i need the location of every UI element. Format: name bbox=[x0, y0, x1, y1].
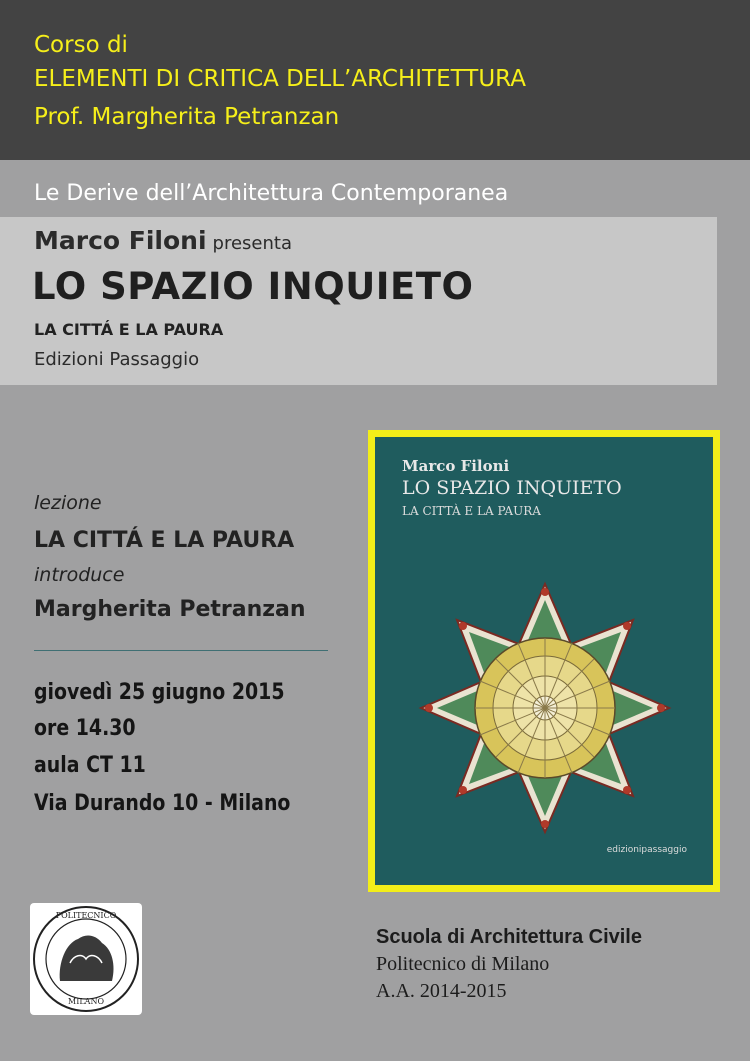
politecnico-seal bbox=[30, 903, 142, 1015]
cover-title: LO SPAZIO INQUIETO bbox=[402, 477, 622, 499]
event-date: giovedì 25 giugno 2015 bbox=[34, 680, 285, 705]
city-plan-illustration bbox=[414, 577, 676, 839]
intro-label: introduce bbox=[34, 564, 125, 586]
presenter-name: Marco Filoni bbox=[34, 226, 207, 255]
cover-subtitle: LA CITTÀ E LA PAURA bbox=[402, 504, 541, 518]
cover-publisher-mark: edizionipassaggio bbox=[606, 845, 687, 855]
cover-author: Marco Filoni bbox=[402, 457, 510, 475]
presenter-line bbox=[34, 226, 292, 255]
book-subtitle: LA CITTÁ E LA PAURA bbox=[34, 320, 224, 339]
series-title: Le Derive dell’Architettura Contemporanea bbox=[34, 181, 509, 206]
lecture-label: lezione bbox=[34, 492, 102, 514]
course-title: ELEMENTI DI CRITICA DELL’ARCHITETTURA bbox=[34, 66, 526, 92]
event-time: ore 14.30 bbox=[34, 716, 136, 741]
lecture-title: LA CITTÁ E LA PAURA bbox=[34, 528, 295, 553]
book-cover-frame bbox=[368, 430, 720, 892]
university-name: Politecnico di Milano bbox=[376, 953, 550, 975]
course-professor: Prof. Margherita Petranzan bbox=[34, 104, 340, 130]
event-room: aula CT 11 bbox=[34, 753, 146, 778]
seal-top-text: POLITECNICO bbox=[55, 911, 117, 920]
school-name: Scuola di Architettura Civile bbox=[376, 926, 642, 948]
event-address: Via Durando 10 - Milano bbox=[34, 791, 291, 816]
presenter-verb: presenta bbox=[212, 233, 292, 254]
intro-name: Margherita Petranzan bbox=[34, 597, 306, 622]
book-publisher: Edizioni Passaggio bbox=[34, 349, 200, 370]
seal-bottom-text: MILANO bbox=[68, 997, 104, 1006]
book-title: LO SPAZIO INQUIETO bbox=[32, 265, 474, 308]
course-header bbox=[0, 0, 750, 160]
book-cover bbox=[375, 437, 713, 885]
academic-year: A.A. 2014-2015 bbox=[376, 980, 507, 1002]
course-label: Corso di bbox=[34, 32, 128, 58]
divider bbox=[34, 650, 328, 651]
